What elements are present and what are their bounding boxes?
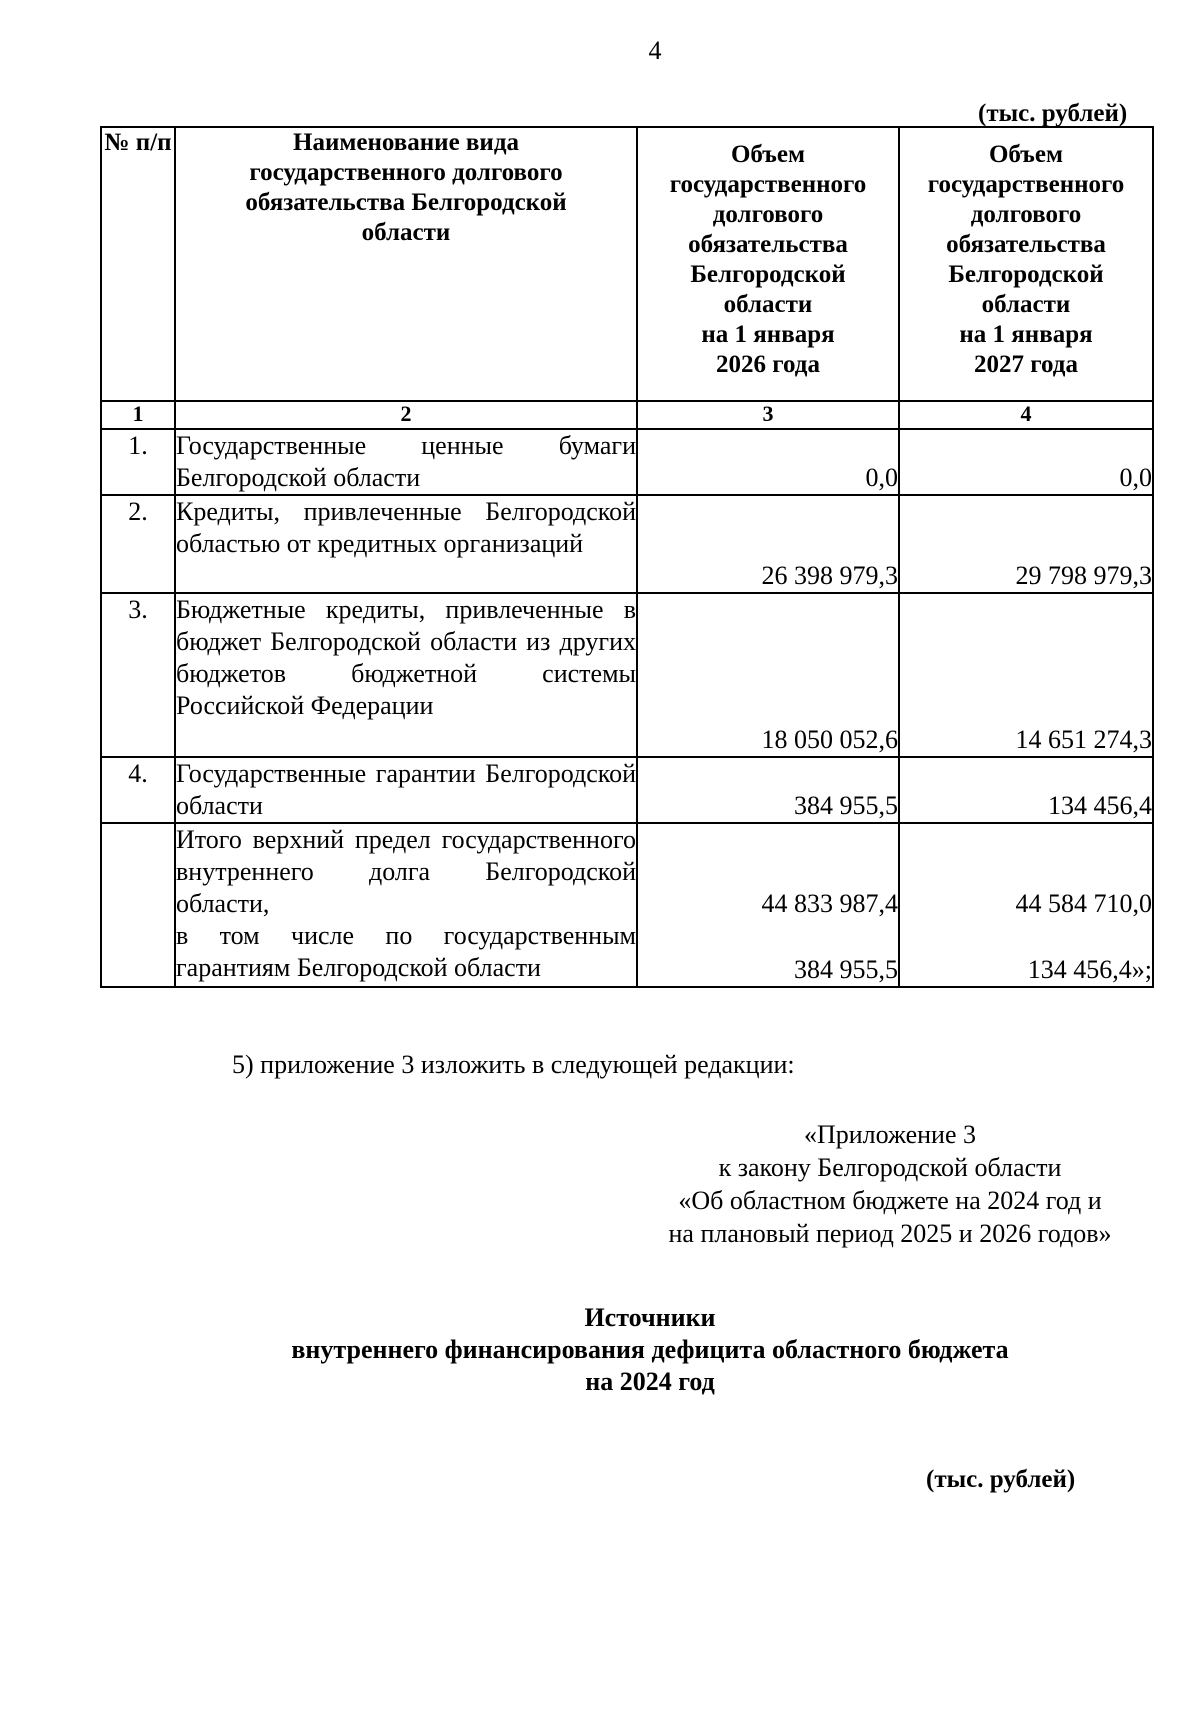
header-line: Объем (988, 141, 1064, 168)
row-number: 3. (101, 593, 175, 757)
header-line: государственного (669, 171, 867, 198)
appendix-heading (640, 1118, 1140, 1250)
row-value-2027: 0,0 (899, 429, 1153, 495)
row-value-2026: 0,0 (637, 429, 899, 495)
header-number: № п/п (101, 127, 175, 401)
header-line: Объем (730, 141, 806, 168)
table-row (101, 757, 1153, 823)
guarantees-value-2026: 384 955,5 (794, 955, 898, 984)
appendix-line: «Приложение 3 (803, 1120, 977, 1149)
table-row (101, 429, 1153, 495)
header-line: Белгородской (948, 261, 1104, 288)
table-index-row (101, 401, 1153, 429)
header-line: на 1 января (959, 321, 1093, 348)
row-value-2027: 29 798 979,3 (899, 495, 1153, 593)
header-line: долгового (712, 201, 824, 228)
appendix-line: на плановый период 2025 и 2026 годов» (668, 1219, 1112, 1248)
table-row (101, 495, 1153, 593)
total-number (101, 823, 175, 987)
row-value-2027: 134 456,4 (899, 757, 1153, 823)
row-value-2026: 18 050 052,6 (637, 593, 899, 757)
units-label-top: (тыс. рублей) (978, 100, 1128, 127)
row-name: Кредиты, привлеченные Белгородской областью от кредитных организаций (175, 495, 637, 593)
row-number: 2. (101, 495, 175, 593)
header-volume-2026 (637, 127, 899, 401)
header-line: области (981, 291, 1071, 318)
header-line: долгового (970, 201, 1082, 228)
appendix-line: «Об областном бюджете на 2024 год и (678, 1186, 1102, 1215)
row-value-2027: 14 651 274,3 (899, 593, 1153, 757)
debt-table (100, 126, 1154, 988)
header-line: обязательства (688, 231, 848, 258)
total-value-2026: 44 833 987,4 (761, 889, 898, 918)
total-values-2026 (637, 823, 899, 987)
appendix-line: к закону Белгородской области (718, 1153, 1062, 1182)
header-line: обязательства (946, 231, 1106, 258)
total-values-2027 (899, 823, 1153, 987)
title-line: внутреннего финансирования дефицита областного бюджета (291, 1335, 1009, 1364)
total-name-sub: в том числе по государственным гарантиям Белгородской области (176, 921, 636, 982)
row-name: Государственные гарантии Белгородской области (175, 757, 637, 823)
table-row (101, 593, 1153, 757)
row-value-2026: 384 955,5 (637, 757, 899, 823)
header-line: области (723, 291, 813, 318)
spacer (638, 920, 898, 954)
table-total-row (101, 823, 1153, 987)
title-line: Источники (584, 1303, 716, 1332)
header-line: Белгородской (690, 261, 846, 288)
total-name-main: Итого верхний предел государственного внутреннего долга Белгородской области, (176, 825, 636, 918)
index-cell: 1 (101, 401, 175, 429)
header-line: 2027 года (974, 351, 1078, 378)
total-name (175, 823, 637, 987)
row-value-2026: 26 398 979,3 (637, 495, 899, 593)
header-line: на 1 января (701, 321, 835, 348)
header-volume-2027 (899, 127, 1153, 401)
page-number: 4 (648, 36, 662, 65)
total-value-2027: 44 584 710,0 (1015, 889, 1152, 918)
table-header-row (101, 127, 1153, 401)
units-label-bottom: (тыс. рублей) (926, 1466, 1076, 1493)
header-line: государственного (927, 171, 1125, 198)
title-line: на 2024 год (585, 1367, 715, 1396)
spacer (900, 920, 1152, 954)
row-number: 4. (101, 757, 175, 823)
row-name: Государственные ценные бумаги Белгородской области (175, 429, 637, 495)
index-cell: 4 (899, 401, 1153, 429)
section-title (0, 1302, 1200, 1398)
row-number: 1. (101, 429, 175, 495)
index-cell: 2 (175, 401, 637, 429)
index-cell: 3 (637, 401, 899, 429)
header-name: Наименование вида государственного долгового обязательства Белгородской области (175, 127, 637, 401)
row-name: Бюджетные кредиты, привлеченные в бюджет Белгородской области из других бюджетов бюджетной системы Российской Федерации (175, 593, 637, 757)
amendment-paragraph: 5) приложение 3 изложить в следующей редакции: (232, 1050, 795, 1079)
guarantees-value-2027: 134 456,4»; (1027, 955, 1152, 984)
header-line: 2026 года (716, 351, 820, 378)
